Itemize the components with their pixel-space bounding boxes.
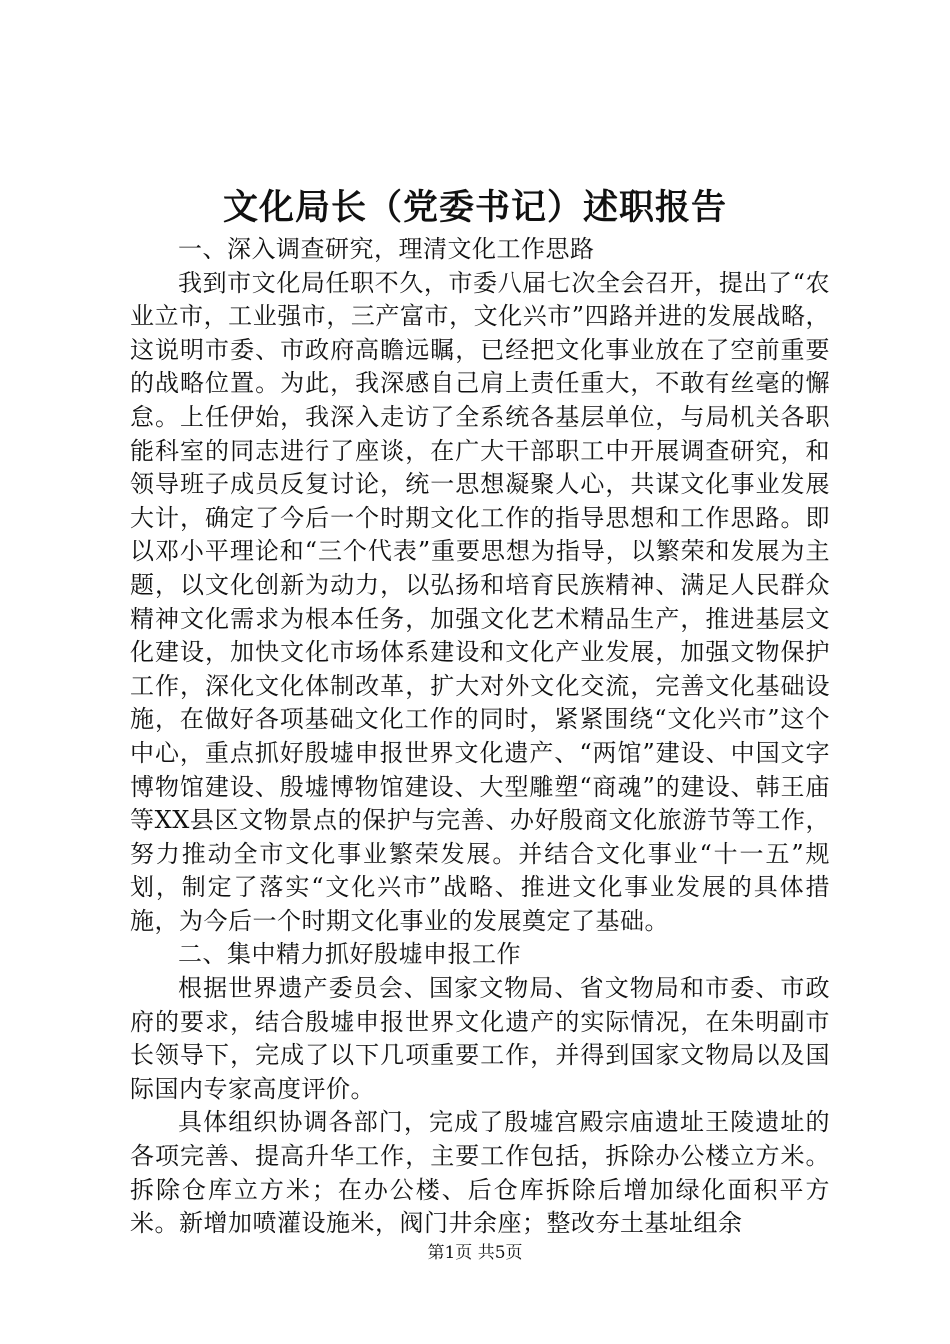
page-number-footer: 第1页 共5页 (427, 1243, 523, 1263)
body-paragraph: 根据世界遗产委员会、国家文物局、省文物局和市委、市政府的要求，结合殷墟申报世界文化遗产的实际情况，在朱明副市长领导下，完成了以下几项重要工作，并得到国家文物局以及国际国内专家高度评价。 (130, 974, 830, 1103)
section-heading-1: 一、深入调查研究，理清文化工作思路 (178, 235, 595, 263)
document-title: 文化局长（党委书记）述职报告 (222, 187, 727, 228)
document-body (130, 233, 830, 1241)
body-paragraph: 我到市文化局任职不久，市委八届七次全会召开，提出了“农业立市，工业强市，三产富市，文化兴市”四路并进的发展战略，这说明市委、市政府高瞻远瞩，已经把文化事业放在了空前重要的战略位置。为此，我深感自己肩上责任重大，不敢有丝毫的懈怠。上任伊始，我深入走访了全系统各基层单位，与局机关各职能科室的同志进行了座谈，在广大干部职工中开展调查研究，和领导班子成员反复讨论，统一思想凝聚人心，共谋文化事业发展大计，确定了今后一个时期文化工作的指导思想和工作思路。即以邓小平理论和“三个代表”重要思想为指导，以繁荣和发展为主题，以文化创新为动力，以弘扬和培育民族精神、满足人民群众精神文化需求为根本任务，加强文化艺术精品生产，推进基层文化建设，加快文化市场体系建设和文化产业发展，加强文物保护工作，深化文化体制改革，扩大对外文化交流，完善文化基础设施，在做好各项基础文化工作的同时，紧紧围绕“文化兴市”这个中心，重点抓好殷墟申报世界文化遗产、“两馆”建设、中国文字博物馆建设、殷墟博物馆建设、大型雕塑“商魂”的建设、韩王庙等XX县区文物景点的保护与完善、办好殷商文化旅游节等工作，努力推动全市文化事业繁荣发展。并结合文化事业“十一五”规划，制定了落实“文化兴市”战略、推进文化事业发展的具体措施，为今后一个时期文化事业的发展奠定了基础。 (130, 268, 830, 935)
section-heading-2: 二、集中精力抓好殷墟申报工作 (178, 940, 521, 969)
body-paragraph: 具体组织协调各部门，完成了殷墟宫殿宗庙遗址王陵遗址的各项完善、提高升华工作，主要工作包括，拆除办公楼立方米。拆除仓库立方米；在办公楼、后仓库拆除后增加绿化面积平方米。新增加喷灌设施米，阀门井余座；整改夯土基址组余 (130, 1108, 830, 1238)
